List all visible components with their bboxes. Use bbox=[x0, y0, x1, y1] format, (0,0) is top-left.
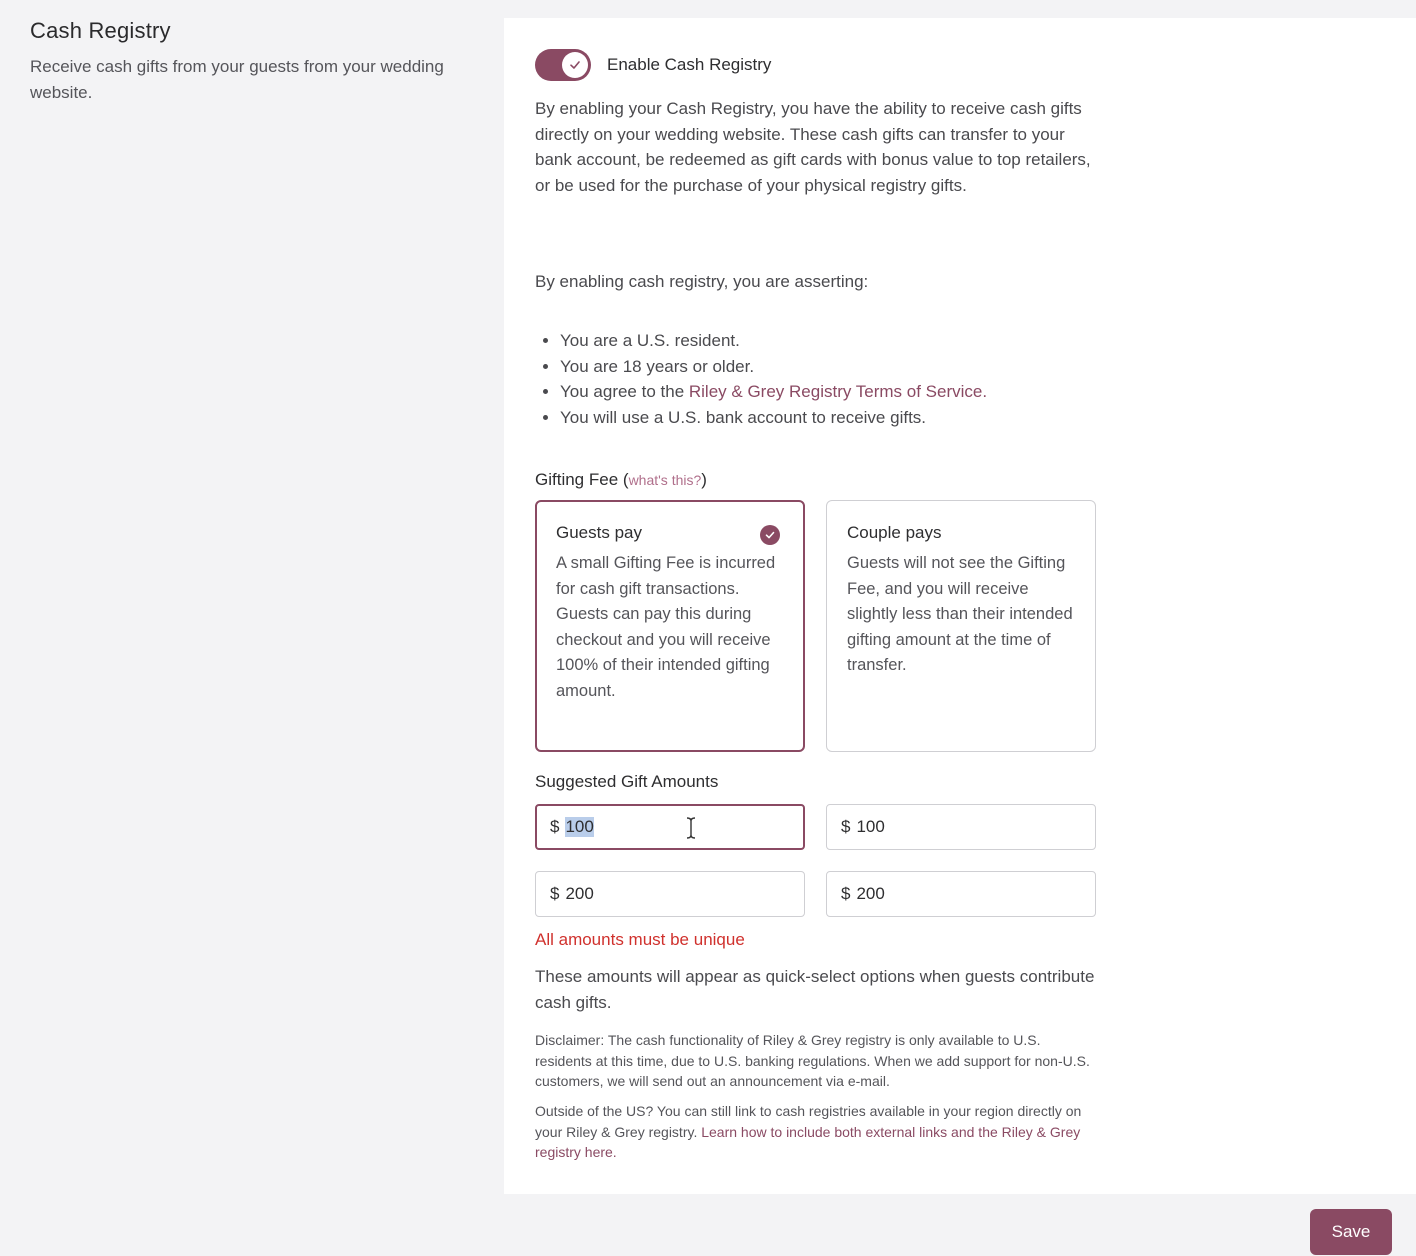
assertion-item: • You will use a U.S. bank account to receive gifts. bbox=[560, 405, 1100, 431]
section-title: Cash Registry bbox=[30, 18, 171, 43]
currency-symbol: $ bbox=[550, 817, 560, 836]
fee-option-body: Guests will not see the Gifting Fee, and you will receive slightly less than their intended gifting amount at the time of transfer. bbox=[847, 554, 1073, 675]
assertion-text: You agree to the bbox=[560, 382, 689, 402]
paren-close: ) bbox=[701, 470, 707, 489]
gift-amount-value: 100 bbox=[565, 817, 594, 836]
fee-option-body: A small Gifting Fee is incurred for cash gift transactions. Guests can pay this during checkout and you will receive 100% of their intended gifting amount. bbox=[556, 554, 776, 700]
section-header bbox=[30, 18, 480, 106]
gift-amount-input-3[interactable] bbox=[535, 871, 805, 917]
currency-symbol: $ bbox=[841, 884, 851, 903]
gift-amount-input-2[interactable] bbox=[826, 804, 1096, 850]
cash-registry-panel bbox=[504, 18, 1416, 1194]
outside-us-note bbox=[535, 1101, 1095, 1163]
fee-option-couple-pays[interactable] bbox=[826, 500, 1096, 752]
assertion-item: • You are a U.S. resident. bbox=[560, 328, 1100, 354]
section-subtitle: Receive cash gifts from your guests from your wedding website. bbox=[30, 57, 444, 102]
gifting-fee-heading bbox=[535, 470, 707, 490]
fee-option-title: Couple pays bbox=[847, 523, 942, 542]
amounts-help-text: These amounts will appear as quick-select options when guests contribute cash gifts. bbox=[535, 967, 1095, 1012]
assertion-item: • You are 18 years or older. bbox=[560, 354, 1100, 380]
outside-us-text: Outside of the US? You can still link to cash registries available in your region directly on your Riley & Grey registry. bbox=[535, 1103, 1082, 1140]
amounts-error-message: All amounts must be unique bbox=[535, 930, 745, 949]
text-cursor-icon bbox=[685, 816, 697, 840]
gift-amount-input-4[interactable] bbox=[826, 871, 1096, 917]
footer-bar bbox=[504, 1194, 1416, 1256]
enable-cash-registry-row bbox=[535, 49, 771, 81]
fee-option-guests-pay[interactable] bbox=[535, 500, 805, 752]
gifting-fee-label: Gifting Fee bbox=[535, 470, 619, 489]
disclaimer-text: Disclaimer: The cash functionality of Riley & Grey registry is only available to U.S. residents at this time, due to U.S. banking regulations. When we add support for non-U.S. customers, we will send out an announcement via e-mail. bbox=[535, 1032, 1090, 1089]
assertions-intro: By enabling cash registry, you are asserting: bbox=[535, 272, 869, 291]
whats-this-group bbox=[623, 472, 707, 488]
assertion-item bbox=[560, 379, 1100, 405]
currency-symbol: $ bbox=[841, 817, 851, 836]
gift-amount-input-1[interactable] bbox=[535, 804, 805, 850]
enable-cash-registry-toggle[interactable] bbox=[535, 49, 591, 81]
external-links-help-link[interactable]: Learn how to include both external links and the Riley & Grey registry here. bbox=[535, 1123, 1081, 1160]
currency-symbol: $ bbox=[550, 884, 560, 903]
whats-this-link[interactable]: what's this? bbox=[628, 472, 702, 488]
save-button[interactable]: Save bbox=[1310, 1209, 1392, 1255]
fee-option-title: Guests pay bbox=[556, 523, 642, 542]
selected-check-icon bbox=[760, 525, 780, 545]
assertions-list bbox=[535, 328, 1100, 430]
check-icon bbox=[764, 529, 776, 541]
check-icon bbox=[568, 58, 582, 72]
toggle-knob bbox=[562, 52, 588, 78]
gift-amount-value: 200 bbox=[856, 884, 885, 903]
cash-registry-description: By enabling your Cash Registry, you have the ability to receive cash gifts directly on your wedding website. These cash gifts can transfer to your bank account, be redeemed as gift cards with bonus value to top retailers, or be used for the purchase of your physical registry gifts. bbox=[535, 99, 1091, 195]
suggested-gift-amounts-label: Suggested Gift Amounts bbox=[535, 772, 719, 791]
gift-amount-value: 200 bbox=[565, 884, 594, 903]
terms-of-service-link[interactable]: Riley & Grey Registry Terms of Service. bbox=[688, 382, 988, 402]
gift-amount-value: 100 bbox=[856, 817, 885, 836]
paren-open: ( bbox=[622, 470, 629, 489]
enable-cash-registry-label: Enable Cash Registry bbox=[607, 55, 772, 74]
